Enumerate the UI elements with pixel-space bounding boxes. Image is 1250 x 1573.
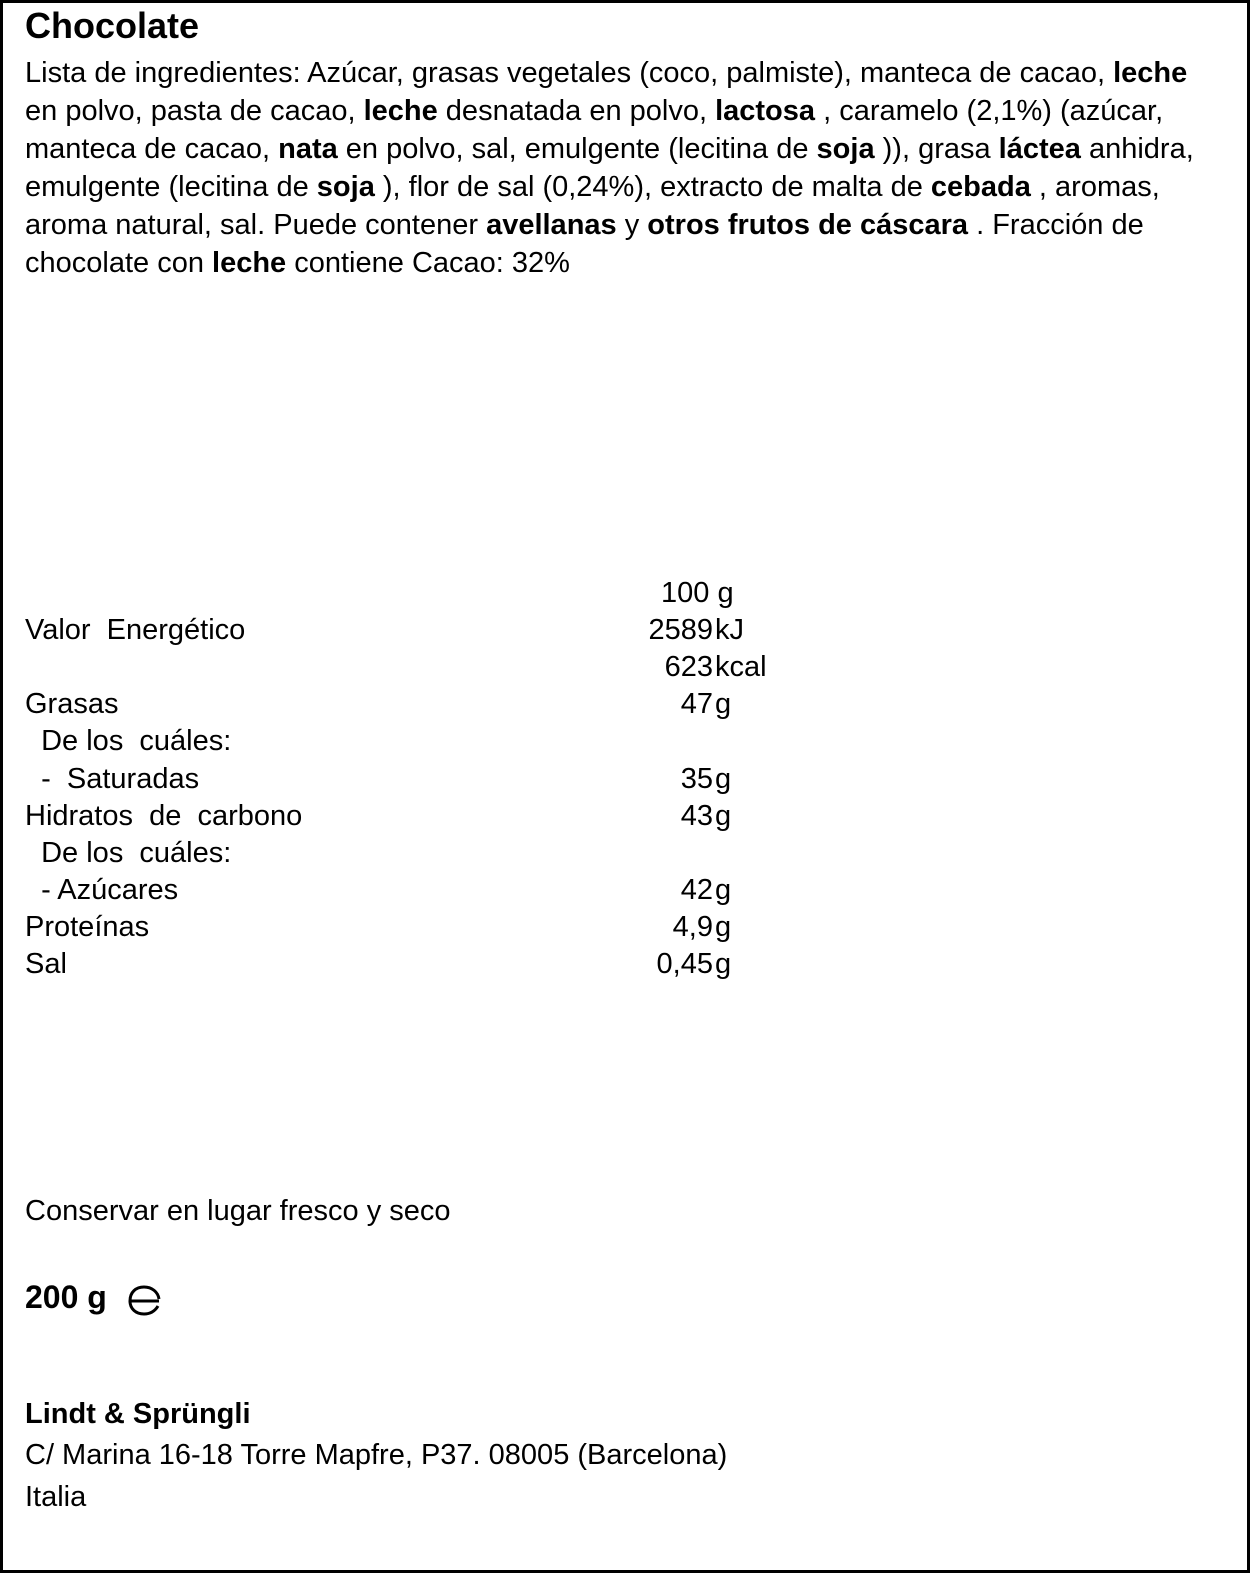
nutrition-value: 0,45 (656, 948, 713, 980)
nutrition-value: 623 (664, 651, 713, 683)
storage-instructions: Conservar en lugar fresco y seco (25, 1195, 451, 1227)
ingredients-text: , caramelo (2,1%) (azúcar, manteca de cacao, (25, 95, 1164, 165)
net-weight: 200 g (25, 1279, 107, 1315)
allergen-highlight: leche (212, 247, 287, 279)
allergen-highlight: leche (363, 95, 438, 127)
product-title: Chocolate (25, 5, 200, 46)
manufacturer-name: Lindt & Sprüngli (25, 1398, 251, 1430)
ingredients-text: . Fracción de chocolate con (25, 209, 1144, 279)
nutrition-label: Proteínas (25, 911, 150, 943)
allergen-highlight: otros frutos de cáscara (647, 209, 969, 241)
allergen-highlight: láctea (998, 133, 1081, 165)
ingredients-text: contiene Cacao: 32% (286, 247, 570, 279)
nutrition-value: 47 (680, 688, 713, 720)
nutrition-label: De los cuáles: (25, 725, 232, 757)
nutrition-unit: g (715, 763, 732, 795)
ingredients-text: desnatada en polvo, (437, 95, 716, 127)
nutrition-value: 4,9 (672, 911, 713, 943)
nutrition-unit: g (715, 911, 732, 943)
nutrition-value: 43 (680, 800, 713, 832)
manufacturer-address: C/ Marina 16-18 Torre Mapfre, P37. 08005 (Barcelona) (25, 1439, 728, 1471)
allergen-highlight: soja (816, 133, 875, 165)
nutrition-value: 42 (680, 874, 713, 906)
ingredients-text: en polvo, pasta de cacao, (25, 95, 364, 127)
estimated-e-mark-icon (126, 1284, 162, 1316)
nutrition-unit: g (715, 874, 732, 906)
nutrition-label: Valor Energético (25, 614, 246, 646)
nutrition-label: Sal (25, 948, 67, 980)
nutrition-label: - Azúcares (25, 874, 179, 906)
manufacturer-country: Italia (25, 1481, 87, 1513)
nutrition-unit: g (715, 800, 732, 832)
nutrition-unit: g (715, 688, 732, 720)
allergen-highlight: lactosa (715, 95, 816, 127)
nutrition-value: 35 (680, 763, 713, 795)
nutrition-unit: g (715, 948, 732, 980)
nutrition-label: Grasas (25, 688, 119, 720)
ingredients-text: y (616, 209, 648, 241)
nutrition-value: 2589 (648, 614, 713, 646)
ingredients-text: anhidra, emulgente (lecitina de (25, 133, 1194, 203)
ingredients-text: )), grasa (874, 133, 999, 165)
ingredients-text: , aromas, aroma natural, sal. Puede contener (25, 171, 1160, 241)
ingredients-text: en polvo, sal, emulgente (lecitina de (337, 133, 817, 165)
nutrition-header: 100 g (661, 577, 734, 609)
nutrition-label: Hidratos de carbono (25, 800, 303, 832)
nutrition-label: - Saturadas (25, 763, 200, 795)
allergen-highlight: leche (1113, 57, 1188, 89)
ingredients-text: Lista de ingredientes: Azúcar, grasas vegetales (coco, palmiste), manteca de cacao, (25, 57, 1114, 89)
ingredients-text: ), flor de sal (0,24%), extracto de malta de (374, 171, 931, 203)
nutrition-label: De los cuáles: (25, 837, 232, 869)
allergen-highlight: avellanas (486, 209, 617, 241)
ingredients-list (25, 54, 1225, 282)
nutrition-unit: kJ (715, 614, 744, 646)
allergen-highlight: nata (278, 133, 338, 165)
allergen-highlight: cebada (930, 171, 1031, 203)
allergen-highlight: soja (316, 171, 375, 203)
nutrition-unit: kcal (715, 651, 767, 683)
